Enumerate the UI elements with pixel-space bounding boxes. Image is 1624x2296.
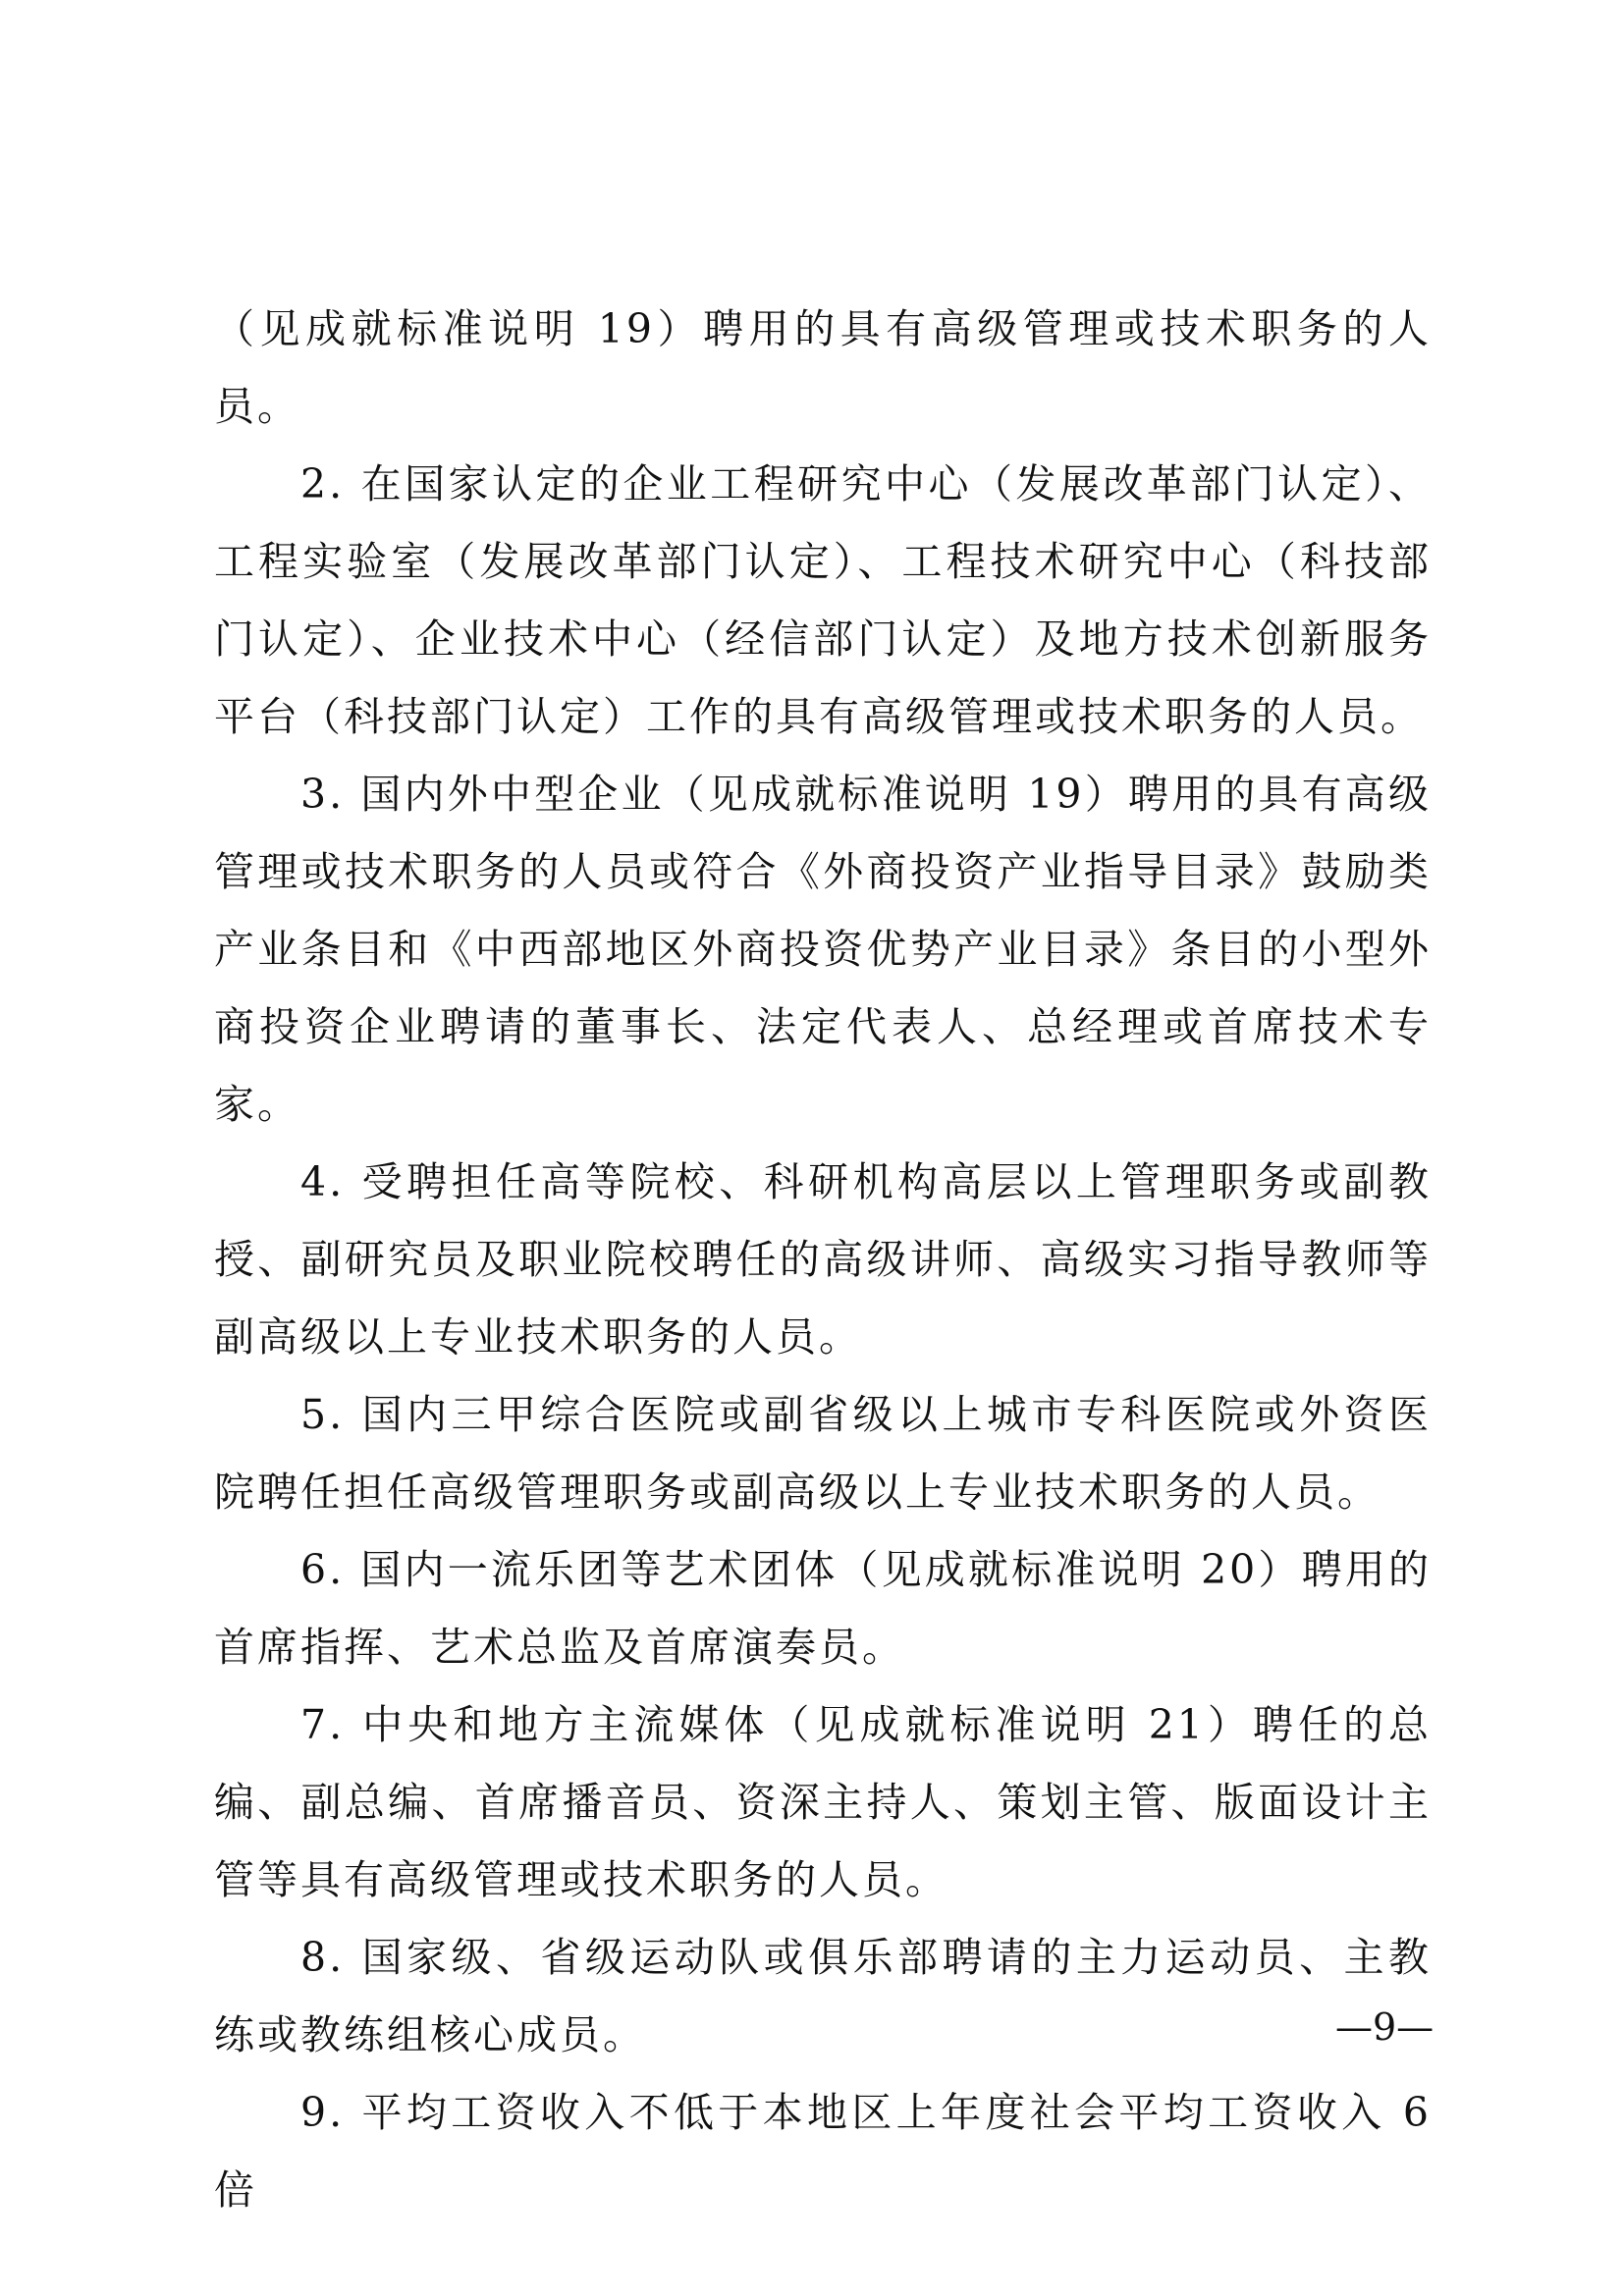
paragraph-item-6: 6. 国内一流乐团等艺术团体（见成就标准说明 20）聘用的首席指挥、艺术总监及首席演奏员。: [214, 1546, 1432, 1671]
page-number: —9—: [1335, 2005, 1435, 2049]
paragraph-item-7: 7. 中央和地方主流媒体（见成就标准说明 21）聘任的总编、副总编、首席播音员、资深主持人、策划主管、版面设计主管等具有高级管理或技术职务的人员。: [214, 1701, 1432, 1903]
paragraph-item-2: 2. 在国家认定的企业工程研究中心（发展改革部门认定）、工程实验室（发展改革部门认定）、工程技术研究中心（科技部门认定）、企业技术中心（经信部门认定）及地方技术创新服务平台（科技部门认定）工作的具有高级管理或技术职务的人员。: [214, 460, 1432, 740]
paragraph-item-4: 4. 受聘担任高等院校、科研机构高层以上管理职务或副教授、副研究员及职业院校聘任的高级讲师、高级实习指导教师等副高级以上专业技术职务的人员。: [214, 1158, 1432, 1361]
paragraph-item-3: 3. 国内外中型企业（见成就标准说明 19）聘用的具有高级管理或技术职务的人员或符合《外商投资产业指导目录》鼓励类产业条目和《中西部地区外商投资优势产业目录》条目的小型外商投资企业聘请的董事长、法定代表人、总经理或首席技术专家。: [214, 771, 1432, 1128]
paragraph-continuation: （见成就标准说明 19）聘用的具有高级管理或技术职务的人员。: [214, 305, 1432, 430]
body-text: [214, 291, 1432, 2229]
paragraph-item-9: 9. 平均工资收入不低于本地区上年度社会平均工资收入 6 倍: [214, 2089, 1432, 2214]
paragraph-item-8: 8. 国家级、省级运动队或俱乐部聘请的主力运动员、主教练或教练组核心成员。: [214, 1934, 1432, 2058]
paragraph-item-5: 5. 国内三甲综合医院或副省级以上城市专科医院或外资医院聘任担任高级管理职务或副高级以上专业技术职务的人员。: [214, 1391, 1432, 1516]
